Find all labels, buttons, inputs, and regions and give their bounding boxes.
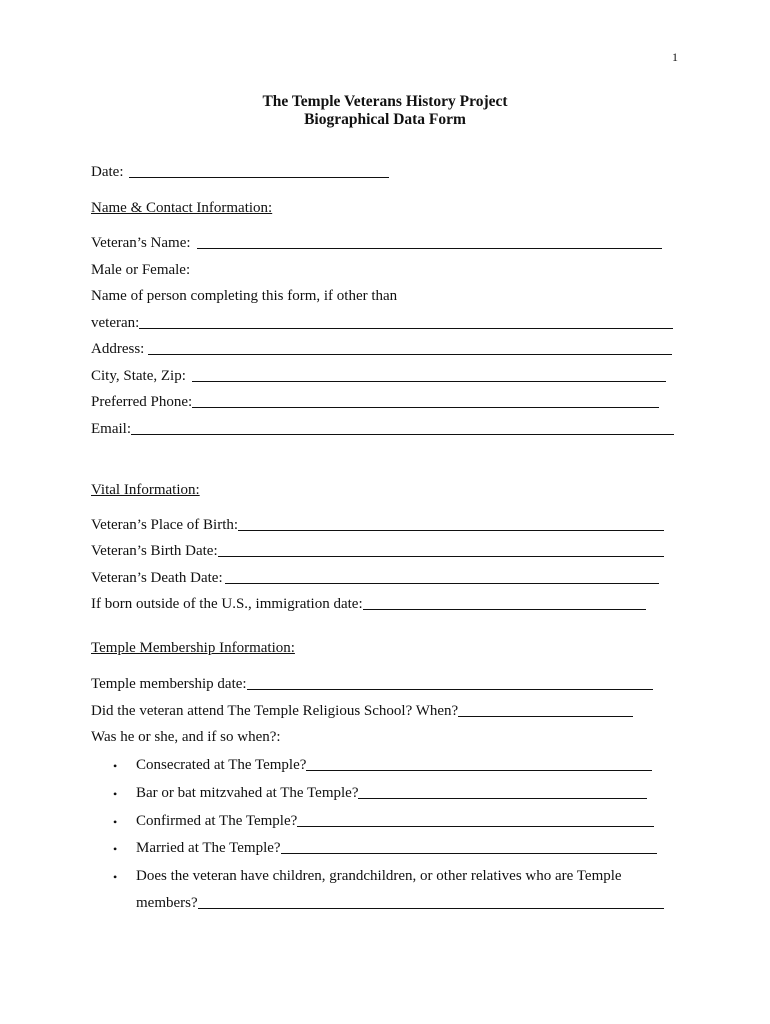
married-label: Married at The Temple? <box>136 840 281 856</box>
immigration-field[interactable] <box>91 595 646 613</box>
address-label: Address: <box>91 341 145 357</box>
death-date-label: Veteran’s Death Date: <box>91 570 223 586</box>
relatives-blank[interactable] <box>198 907 664 909</box>
bullet-icon: • <box>113 842 118 856</box>
date-field[interactable] <box>91 163 389 181</box>
page-number: 1 <box>672 50 678 64</box>
religious-school-label: Did the veteran attend The Temple Religious School? When? <box>91 703 459 719</box>
city-state-zip-field[interactable] <box>91 367 666 385</box>
confirmed-label: Confirmed at The Temple? <box>136 813 298 829</box>
immigration-label: If born outside of the U.S., immigration date: <box>91 596 363 612</box>
bullet-icon: • <box>113 787 118 801</box>
relatives-field[interactable] <box>136 894 664 912</box>
confirmed-field[interactable] <box>136 812 654 830</box>
veteran-name-blank[interactable] <box>197 247 662 249</box>
gender-label: Male or Female: <box>91 262 191 278</box>
consecrated-blank[interactable] <box>306 769 652 771</box>
religious-school-field[interactable] <box>91 702 633 720</box>
birth-place-label: Veteran’s Place of Birth: <box>91 517 239 533</box>
date-label: Date: <box>91 164 124 180</box>
was-he-or-she-label: Was he or she, and if so when?: <box>91 729 281 745</box>
birth-date-blank[interactable] <box>218 555 664 557</box>
veteran-name-label: Veteran’s Name: <box>91 235 191 251</box>
phone-blank[interactable] <box>192 406 659 408</box>
mitzvahed-blank[interactable] <box>358 797 647 799</box>
death-date-blank[interactable] <box>225 582 659 584</box>
religious-school-blank[interactable] <box>458 715 633 717</box>
bullet-icon: • <box>113 759 118 773</box>
relatives-label: Does the veteran have children, grandchildren, or other relatives who are Temple <box>136 868 622 884</box>
email-label: Email: <box>91 421 131 437</box>
city-state-zip-label: City, State, Zip: <box>91 368 186 384</box>
section-vital: Vital Information: <box>91 482 200 498</box>
completer-label-cont: veteran: <box>91 315 140 331</box>
form-title: The Temple Veterans History Project <box>262 93 508 110</box>
section-name-contact: Name & Contact Information: <box>91 200 273 216</box>
completer-field[interactable] <box>91 314 673 332</box>
membership-date-blank[interactable] <box>247 688 653 690</box>
veteran-name-field[interactable] <box>91 234 662 252</box>
bullet-icon: • <box>113 815 118 829</box>
married-blank[interactable] <box>281 852 657 854</box>
immigration-blank[interactable] <box>363 608 646 610</box>
relatives-label-cont: members? <box>136 895 198 911</box>
membership-date-label: Temple membership date: <box>91 676 247 692</box>
phone-field[interactable] <box>91 393 659 411</box>
completer-blank[interactable] <box>139 327 673 329</box>
mitzvahed-field[interactable] <box>136 784 647 802</box>
membership-date-field[interactable] <box>91 675 653 693</box>
address-blank[interactable] <box>148 353 672 355</box>
address-field[interactable] <box>91 340 672 358</box>
birth-place-blank[interactable] <box>238 529 664 531</box>
phone-label: Preferred Phone: <box>91 394 193 410</box>
email-field[interactable] <box>91 420 674 438</box>
consecrated-label: Consecrated at The Temple? <box>136 757 307 773</box>
email-blank[interactable] <box>131 433 674 435</box>
birth-date-label: Veteran’s Birth Date: <box>91 543 218 559</box>
consecrated-field[interactable] <box>136 756 652 774</box>
death-date-field[interactable] <box>91 569 659 587</box>
completer-label: Name of person completing this form, if other than <box>91 288 398 304</box>
confirmed-blank[interactable] <box>297 825 654 827</box>
married-field[interactable] <box>136 839 657 857</box>
birth-place-field[interactable] <box>91 516 664 534</box>
mitzvahed-label: Bar or bat mitzvahed at The Temple? <box>136 785 359 801</box>
date-blank[interactable] <box>129 176 389 178</box>
city-state-zip-blank[interactable] <box>192 380 666 382</box>
bullet-icon: • <box>113 870 118 884</box>
section-membership: Temple Membership Information: <box>91 640 295 656</box>
form-subtitle: Biographical Data Form <box>304 111 466 128</box>
birth-date-field[interactable] <box>91 542 664 560</box>
